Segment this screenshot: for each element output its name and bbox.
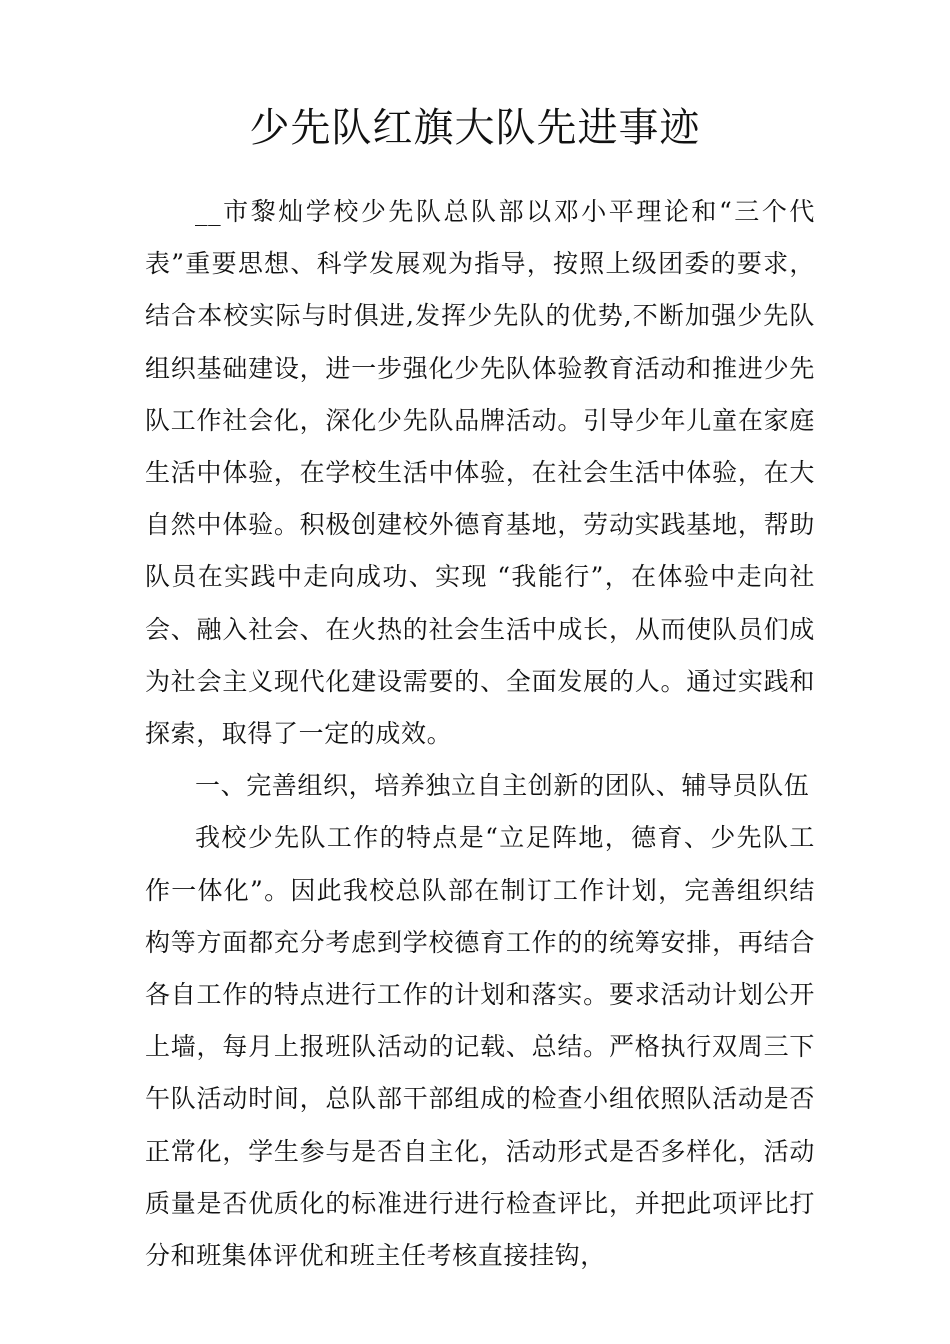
paragraph-section-1: 我校少先队工作的特点是“立足阵地，德育、少先队工作一体化”。因此我校总队部在制订工作计划，完善组织结构等方面都充分考虑到学校德育工作的的统筹安排，再结合各自工作的特点进行工作的计划和落实。要求活动计划公开上墙，每月上报班队活动的记载、总结。严格执行双周三下午队活动时间，总队部干部组成的检查小组依照队活动是否正常化，学生参与是否自主化，活动形式是否多样化，活动质量是否优质化的标准进行进行检查评比，并把此项评比打分和班集体评优和班主任考核直接挂钩， bbox=[145, 823, 815, 1271]
document-body bbox=[145, 186, 815, 1282]
paragraph-intro: __市黎灿学校少先队总队部以邓小平理论和“三个代表”重要思想、科学发展观为指导，按照上级团委的要求，结合本校实际与时俱进,发挥少先队的优势,不断加强少先队组织基础建设，进一步强化少先队体验教育活动和推进少先队工作社会化，深化少先队品牌活动。引导少年儿童在家庭生活中体验，在学校生活中体验，在社会生活中体验，在大自然中体验。积极创建校外德育基地，劳动实践基地，帮助队员在实践中走向成功、实现 “我能行”，在体验中走向社会、融入社会、在火热的社会生活中成长，从而使队员们成为社会主义现代化建设需要的、全面发展的人。通过实践和探索，取得了一定的成效。 bbox=[145, 197, 815, 749]
section-heading-1: 一、完善组织，培养独立自主创新的团队、辅导员队伍 bbox=[195, 771, 810, 801]
document-title: 少先队红旗大队先进事迹 bbox=[249, 105, 701, 151]
